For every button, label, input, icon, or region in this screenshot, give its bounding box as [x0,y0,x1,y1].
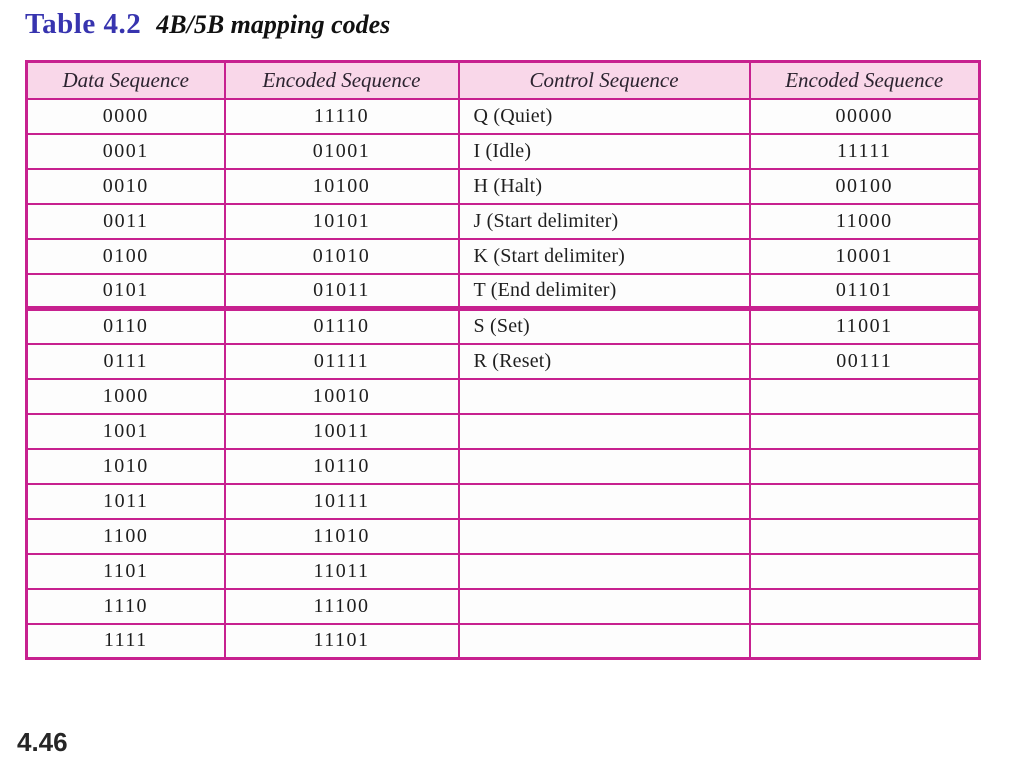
cell-control-encoded [750,519,980,554]
table-row [27,169,980,204]
cell-encoded: 10110 [225,449,459,484]
table-row [27,274,980,309]
table-row [27,99,980,134]
cell-control [459,554,750,589]
cell-data: 0101 [27,274,225,309]
cell-control-encoded: 00000 [750,99,980,134]
table-row [27,134,980,169]
cell-control-encoded [750,414,980,449]
cell-encoded: 01011 [225,274,459,309]
cell-control: Q (Quiet) [459,99,750,134]
cell-encoded: 10010 [225,379,459,414]
cell-data: 0100 [27,239,225,274]
cell-control: S (Set) [459,309,750,344]
cell-control [459,449,750,484]
cell-encoded: 11110 [225,99,459,134]
cell-encoded: 01110 [225,309,459,344]
header-encoded-sequence: Encoded Sequence [225,62,459,99]
table-row [27,239,980,274]
table-row [27,519,980,554]
table-row [27,484,980,519]
cell-control-encoded: 11111 [750,134,980,169]
cell-data: 1011 [27,484,225,519]
header-data-sequence: Data Sequence [27,62,225,99]
cell-data: 1000 [27,379,225,414]
cell-control-encoded [750,554,980,589]
table-row [27,589,980,624]
cell-control-encoded: 11001 [750,309,980,344]
cell-encoded: 10111 [225,484,459,519]
cell-encoded: 11010 [225,519,459,554]
cell-control [459,589,750,624]
cell-encoded: 11100 [225,589,459,624]
cell-data: 1111 [27,624,225,659]
table-row [27,309,980,344]
cell-control-encoded [750,484,980,519]
cell-encoded: 11101 [225,624,459,659]
table-row [27,624,980,659]
cell-control-encoded: 10001 [750,239,980,274]
cell-data: 0110 [27,309,225,344]
cell-control [459,484,750,519]
cell-data: 0111 [27,344,225,379]
cell-control: J (Start delimiter) [459,204,750,239]
cell-data: 1010 [27,449,225,484]
cell-control [459,414,750,449]
cell-data: 0001 [27,134,225,169]
table-caption: 4B/5B mapping codes [156,10,391,39]
cell-control: R (Reset) [459,344,750,379]
cell-control-encoded: 00111 [750,344,980,379]
page-title [25,8,390,41]
cell-data: 0011 [27,204,225,239]
cell-encoded: 10100 [225,169,459,204]
cell-control-encoded: 00100 [750,169,980,204]
cell-control-encoded [750,379,980,414]
cell-encoded: 10101 [225,204,459,239]
table-row [27,204,980,239]
header-row [27,62,980,99]
mapping-table [25,60,981,660]
cell-control-encoded: 01101 [750,274,980,309]
cell-data: 0010 [27,169,225,204]
cell-control-encoded: 11000 [750,204,980,239]
cell-data: 1100 [27,519,225,554]
cell-encoded: 11011 [225,554,459,589]
cell-encoded: 10011 [225,414,459,449]
cell-control-encoded [750,449,980,484]
cell-data: 1101 [27,554,225,589]
table-row [27,554,980,589]
table-row [27,379,980,414]
slide-page-number: 4.46 [17,727,68,757]
table-row [27,414,980,449]
cell-control [459,624,750,659]
cell-control-encoded [750,624,980,659]
cell-control [459,519,750,554]
cell-control: T (End delimiter) [459,274,750,309]
cell-data: 1001 [27,414,225,449]
cell-control-encoded [750,589,980,624]
header-control-sequence: Control Sequence [459,62,750,99]
cell-data: 1110 [27,589,225,624]
cell-encoded: 01001 [225,134,459,169]
table-number: Table 4.2 [25,8,142,40]
header-control-encoded-sequence: Encoded Sequence [750,62,980,99]
cell-control [459,379,750,414]
cell-control: H (Halt) [459,169,750,204]
cell-control: K (Start delimiter) [459,239,750,274]
cell-control: I (Idle) [459,134,750,169]
table-row [27,344,980,379]
cell-encoded: 01111 [225,344,459,379]
cell-encoded: 01010 [225,239,459,274]
cell-data: 0000 [27,99,225,134]
table-row [27,449,980,484]
